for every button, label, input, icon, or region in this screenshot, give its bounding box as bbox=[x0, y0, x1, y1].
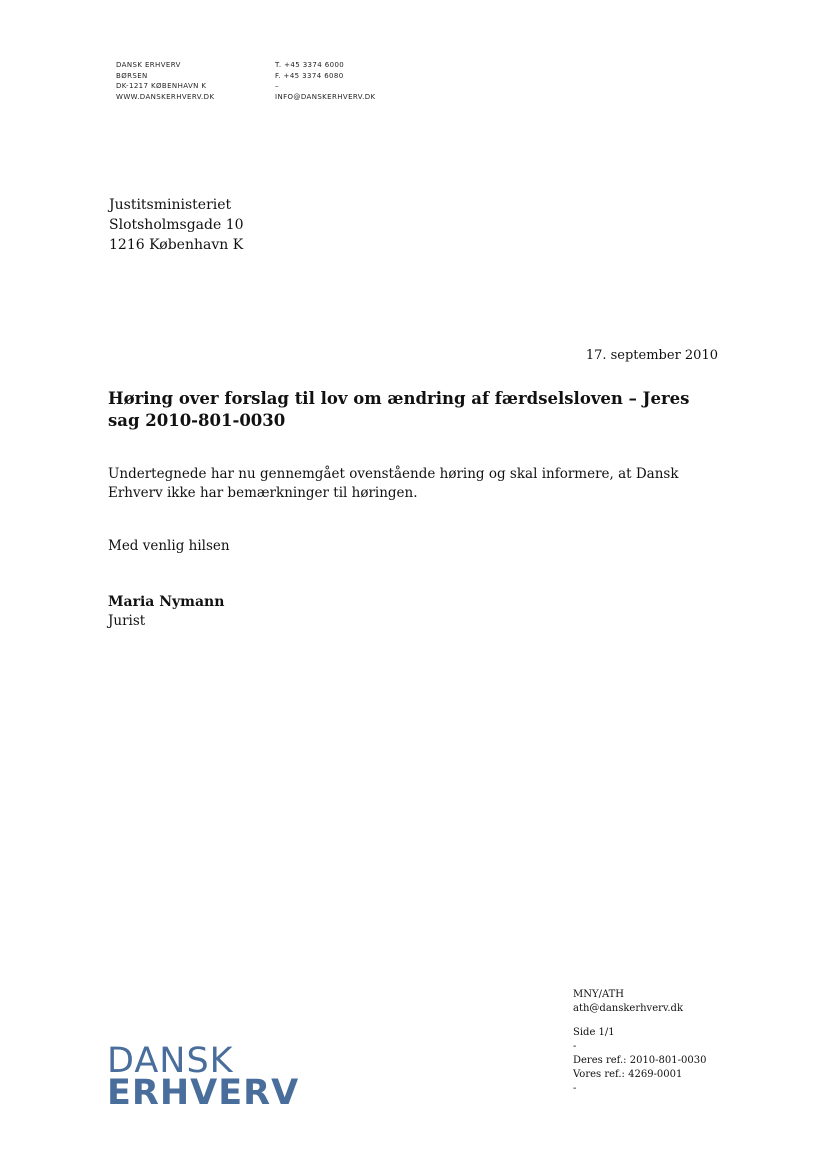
letterhead-phone: T. +45 3374 6000 bbox=[275, 61, 345, 69]
ref-email: ath@danskerhverv.dk bbox=[573, 1003, 684, 1014]
letterhead-postal: DK-1217 KØBENHAVN K bbox=[116, 82, 207, 90]
letterhead-dash: – bbox=[275, 82, 279, 90]
logo-line-1: DANSK bbox=[107, 1041, 234, 1081]
ref-page: Side 1/1 bbox=[573, 1027, 615, 1038]
recipient-city: 1216 København K bbox=[109, 237, 244, 253]
ref-initials: MNY/ATH bbox=[573, 989, 625, 1000]
reference-block bbox=[573, 988, 706, 1096]
ref-dash-1: - bbox=[573, 1041, 577, 1052]
letterhead-contact bbox=[275, 60, 376, 102]
letterhead-fax: F. +45 3374 6080 bbox=[275, 71, 344, 80]
letter-body: Undertegnede har nu gennemgået ovenstående høring og skal informere, at Dansk Erhverv ikke har bemærkninger til høringen. bbox=[108, 466, 679, 501]
recipient-name: Justitsministeriet bbox=[109, 197, 232, 213]
ref-dash-2: - bbox=[573, 1083, 577, 1094]
recipient-address bbox=[109, 195, 244, 255]
letterhead-org: DANSK ERHVERV bbox=[116, 61, 181, 69]
ref-vores: Vores ref.: 4269-0001 bbox=[573, 1069, 683, 1080]
ref-deres: Deres ref.: 2010-801-0030 bbox=[573, 1055, 707, 1066]
signature-title: Jurist bbox=[108, 613, 146, 629]
letter-closing: Med venlig hilsen bbox=[108, 538, 230, 554]
recipient-street: Slotsholmsgade 10 bbox=[109, 217, 244, 233]
letterhead-web: WWW.DANSKERHVERV.DK bbox=[116, 92, 215, 101]
dansk-erhverv-logo bbox=[107, 1041, 300, 1113]
letter-subject: Høring over forslag til lov om ændring af færdselsloven – Jeres sag 2010-801-0030 bbox=[108, 389, 690, 430]
signature-name: Maria Nymann bbox=[108, 594, 225, 610]
logo-line-2: ERHVERV bbox=[107, 1073, 300, 1113]
letterhead-address bbox=[116, 60, 214, 102]
letter-date: 17. september 2010 bbox=[585, 348, 718, 363]
letterhead-email: INFO@DANSKERHVERV.DK bbox=[275, 92, 376, 101]
letterhead-building: BØRSEN bbox=[116, 71, 148, 80]
